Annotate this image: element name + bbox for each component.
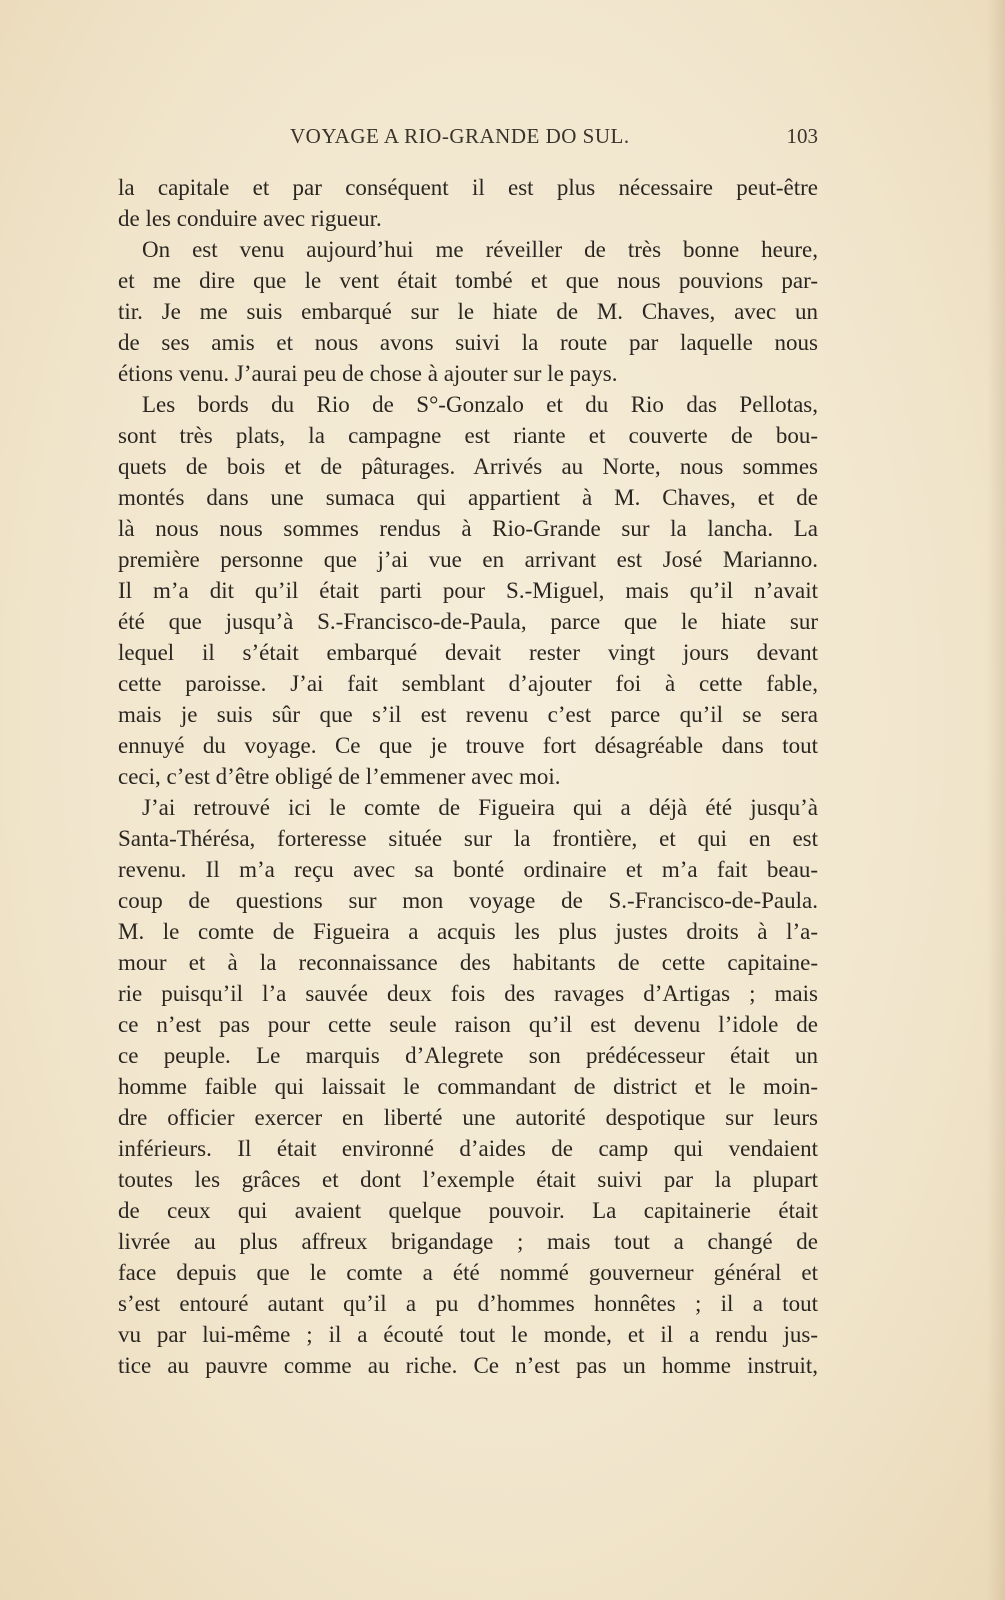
text-line: M. le comte de Figueira a acquis les plus justes droits à l’a-	[118, 919, 818, 944]
text-line: s’est entouré autant qu’il a pu d’hommes honnêtes ; il a tout	[118, 1291, 818, 1316]
text-line: toutes les grâces et dont l’exemple était suivi par la plupart	[118, 1167, 818, 1192]
text-line: la capitale et par conséquent il est plus nécessaire peut-être	[118, 175, 818, 200]
page-number: 103	[786, 124, 818, 148]
text-line: mais je suis sûr que s’il est revenu c’est parce qu’il se sera	[118, 702, 818, 727]
text-line: cette paroisse. J’ai fait semblant d’ajouter foi à cette fable,	[118, 671, 818, 696]
text-line: mour et à la reconnaissance des habitants de cette capitaine-	[118, 950, 818, 975]
text-line: été que jusqu’à S.-Francisco-de-Paula, parce que le hiate sur	[118, 609, 818, 634]
text-line: coup de questions sur mon voyage de S.-Francisco-de-Paula.	[118, 888, 818, 913]
body-text	[118, 172, 818, 1381]
text-line: de les conduire avec rigueur.	[118, 206, 382, 231]
page-edge-shadow	[987, 0, 1005, 1600]
text-line: et me dire que le vent était tombé et que nous pouvions par-	[118, 268, 818, 293]
page-header	[118, 120, 818, 150]
text-line: tice au pauvre comme au riche. Ce n’est pas un homme instruit,	[118, 1353, 818, 1378]
text-line: face depuis que le comte a été nommé gouverneur général et	[118, 1260, 818, 1285]
text-line: Il m’a dit qu’il était parti pour S.-Miguel, mais qu’il n’avait	[118, 578, 818, 603]
text-line: revenu. Il m’a reçu avec sa bonté ordinaire et m’a fait beau-	[118, 857, 818, 882]
text-line: première personne que j’ai vue en arrivant est José Marianno.	[118, 547, 818, 572]
text-line: de ceux qui avaient quelque pouvoir. La capitainerie était	[118, 1198, 818, 1223]
text-line: quets de bois et de pâturages. Arrivés au Norte, nous sommes	[118, 454, 818, 479]
text-line: là nous nous sommes rendus à Rio-Grande sur la lancha. La	[118, 516, 818, 541]
text-line: ce peuple. Le marquis d’Alegrete son prédécesseur était un	[118, 1043, 818, 1068]
text-line: rie puisqu’il l’a sauvée deux fois des ravages d’Artigas ; mais	[118, 981, 818, 1006]
text-line: Les bords du Rio de S°-Gonzalo et du Rio das Pellotas,	[142, 392, 818, 417]
text-line: inférieurs. Il était environné d’aides de camp qui vendaient	[118, 1136, 818, 1161]
text-line: étions venu. J’aurai peu de chose à ajouter sur le pays.	[118, 361, 618, 386]
text-line: On est venu aujourd’hui me réveiller de très bonne heure,	[142, 237, 818, 262]
text-line: ceci, c’est d’être obligé de l’emmener avec moi.	[118, 764, 561, 789]
text-line: J’ai retrouvé ici le comte de Figueira qui a déjà été jusqu’à	[142, 795, 818, 820]
text-line: de ses amis et nous avons suivi la route par laquelle nous	[118, 330, 818, 355]
text-line: Santa-Thérésa, forteresse située sur la frontière, et qui en est	[118, 826, 818, 851]
text-line: tir. Je me suis embarqué sur le hiate de M. Chaves, avec un	[118, 299, 818, 324]
text-line: dre officier exercer en liberté une autorité despotique sur leurs	[118, 1105, 818, 1130]
text-line: ennuyé du voyage. Ce que je trouve fort désagréable dans tout	[118, 733, 818, 758]
running-head: VOYAGE A RIO-GRANDE DO SUL.	[290, 124, 630, 148]
text-line: livrée au plus affreux brigandage ; mais tout a changé de	[118, 1229, 818, 1254]
text-line: ce n’est pas pour cette seule raison qu’il est devenu l’idole de	[118, 1012, 818, 1037]
text-line: montés dans une sumaca qui appartient à M. Chaves, et de	[118, 485, 818, 510]
text-line: lequel il s’était embarqué devait rester vingt jours devant	[118, 640, 818, 665]
text-line: vu par lui-même ; il a écouté tout le monde, et il a rendu jus-	[118, 1322, 818, 1347]
text-line: homme faible qui laissait le commandant de district et le moin-	[118, 1074, 818, 1099]
text-line: sont très plats, la campagne est riante et couverte de bou-	[118, 423, 818, 448]
